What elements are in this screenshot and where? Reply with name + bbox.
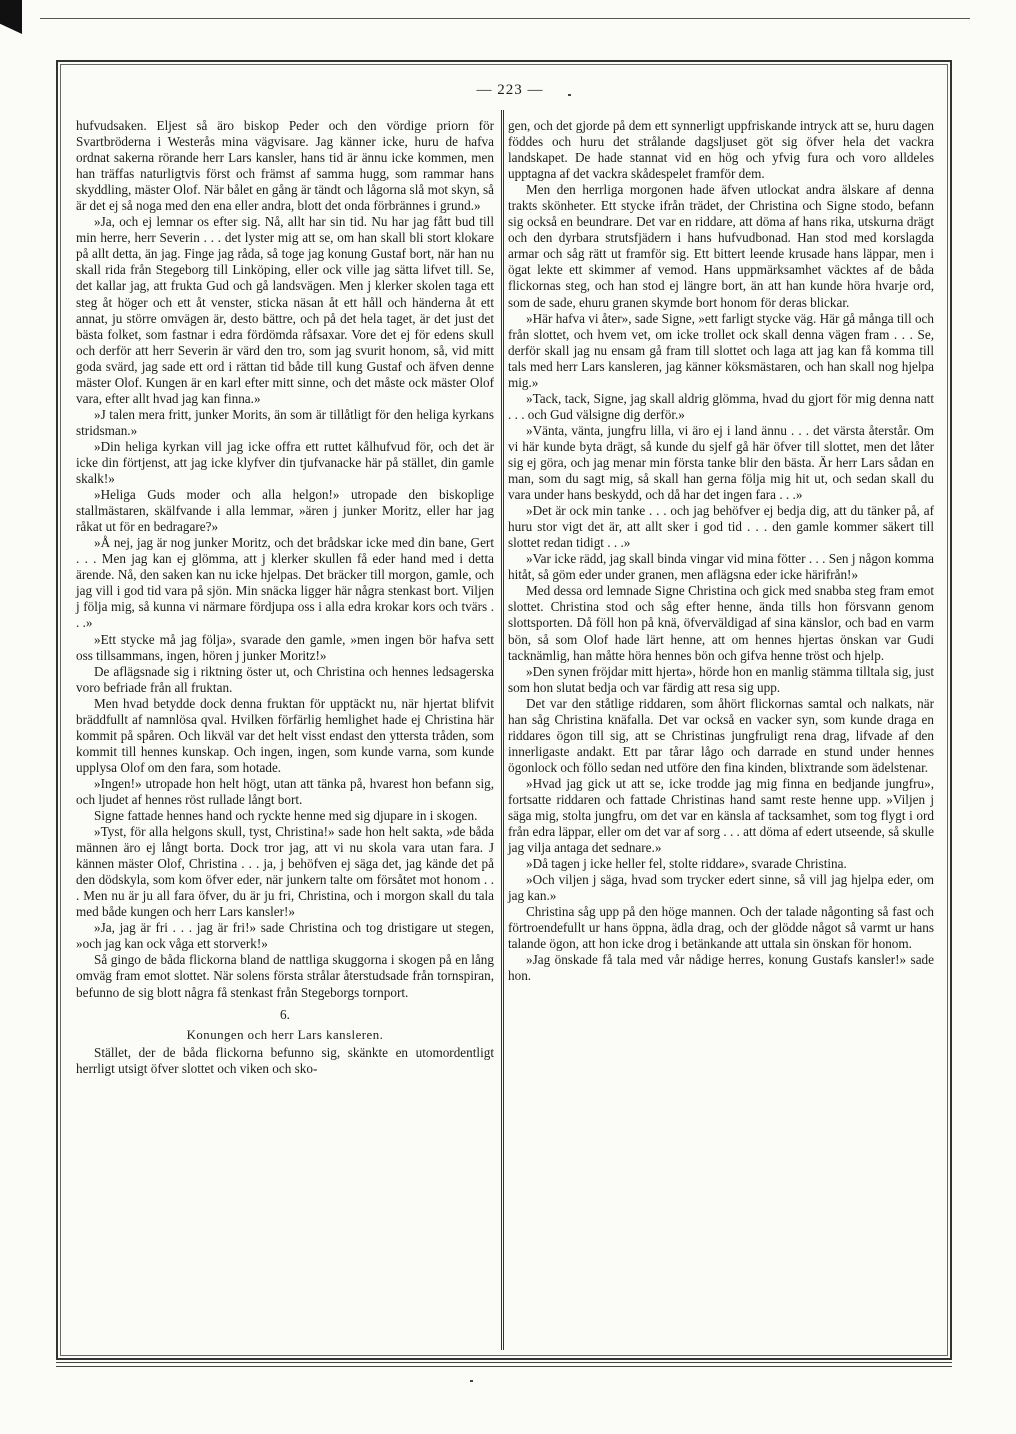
chapter-number: 6. — [280, 1006, 290, 1022]
paragraph: »Heliga Guds moder och alla helgon!» utropade den biskoplige stallmästaren, skälfvande i alla lemmar, »ären j junker Moritz, eller har jag råkat ut för en bedragare?» — [76, 487, 494, 535]
paragraph: »Jag önskade få tala med vår nådige herres, konung Gustafs kansler!» sade hon. — [508, 952, 934, 984]
paragraph: »Ja, jag är fri . . . jag är fri!» sade Christina och tog dristigare ut stegen, »och jag kan ock våga ett storverk!» — [76, 920, 494, 952]
paragraph: »Ingen!» utropade hon helt högt, utan att tänka på, hvarest hon befann sig, och ljudet af hennes röst rullade långt bort. — [76, 775, 494, 807]
paragraph: Så gingo de båda flickorna bland de nattliga skuggorna i skogen på en lång omväg fram emot slottet. När solens första strålar återstudsade från tornspiran, befunno de sig blott några få stenkast från Stegeborgs tornport. — [76, 952, 494, 1000]
paragraph: hufvudsaken. Eljest så äro biskop Peder och den vördige priorn för Svartbröderna i Westerås mina vägvisare. Jag känner icke, huru de hafva ordnat sakerna rörande herr Lars kansler, hans tid är ännu icke kommen, men han träffas naturligtvis först och främst af samma hugg, som rammar hans skyddling, mäster Olof. När bålet en gång är tändt och lågorna slå mot skyn, så är det ej så noga med den ena eller andra, blott det onda förbrännes i grund.» — [76, 118, 494, 214]
print-speck — [568, 94, 571, 96]
right-column — [508, 118, 934, 985]
scan-corner-mark — [0, 0, 22, 34]
paragraph: »Tyst, för alla helgons skull, tyst, Christina!» sade hon helt sakta, »de båda männen äro ej långt borta. Dock tror jag, att vi nu skola vara utan fara. J kännen mäster Olof, Christina . . . ja, j behöfven ej säga det, jag kände det på den dödskyla, som kom öfver eder, när junkern talte om försåtet mot honom . . . Men nu är ju all fara öfver, du är ju fri, Christina, och i morgon skall du tala med både kungen och herr Lars kansler!» — [76, 824, 494, 920]
paragraph: »Din heliga kyrkan vill jag icke offra ett ruttet kålhufvud för, och det är icke din förtjenst, att jag icke klyfver din tjufvanacke här på stället, din gamle skalk!» — [76, 438, 494, 487]
column-divider — [501, 110, 504, 1350]
paragraph: »Och viljen j säga, hvad som trycker edert sinne, så vill jag hjelpa eder, om jag kan.» — [508, 872, 934, 904]
paragraph: Men den herrliga morgonen hade äfven utlockat andra älskare af denna trakts skönheter. Ett stycke ifrån trädet, der Christina och Signe stodo, befann sig också en beundrare. Det var en riddare, att döma af hans rika, utskurna drägt och den dyrbara strutsfjädern i hans hufvudbonad. Han stod med korslagda armar och såg rätt ut framför sig. Ett bittert leende krusade hans läppar, men i ögat lekte ett skimmer af vemod. Hans uppmärksamhet väcktes af de båda flickornas steg, och han stod ej längre bort, än att han kunde höra hvarje ord, som de sade, ehuru granen skymde bort honom för deras blickar. — [508, 182, 934, 310]
paragraph: »Den synen fröjdar mitt hjerta», hörde hon en manlig stämma tilltala sig, just som hon slutat bedja och var färdig att resa sig upp. — [508, 663, 934, 695]
paragraph: »Då tagen j icke heller fel, stolte riddare», svarade Christina. — [526, 856, 847, 872]
paragraph: Stället, der de båda flickorna befunno sig, skänkte en utomordentligt herrligt utsigt öfver slottet och viken och sko- — [76, 1044, 494, 1076]
paragraph: »Hvad jag gick ut att se, icke trodde jag mig finna en bedjande jungfru», fortsatte riddaren och fattade Christinas hand samt reste henne upp. »Viljen j säga mig, stolta jungfru, om det var en känsla af tacksamhet, som tog flygt i ord från edra läppar, eller om det var af sorg . . . att döma af edert utseende, så skulle jag vilja antaga det sednare.» — [508, 775, 934, 856]
paragraph: »Å nej, jag är nog junker Moritz, och det brådskar icke med din bane, Gert . . . Men jag kan ej glömma, att j klerker skullen få eder hand med i detta ärende. Nå, den saken kan nu icke hjelpas. Det bräcker till morgon, gamle, och jag vill i god tid vara på sjön. Min snäcka ligger här några stenkast bort. Viljen j följa mig, så kunna vi närmare fördjupa oss i alla edra krokar kors och tvärs . . .» — [76, 535, 494, 631]
paragraph: Christina såg upp på den höge mannen. Och der talade någonting så fast och förtroendefullt ur hans öppna, ädla drag, och der glödde något så varmt ur hans talande ögon, att hon icke drog i betänkande att uttala sin önskan för honom. — [508, 904, 934, 952]
paragraph: »Det är ock min tanke . . . och jag behöfver ej bedja dig, att du tänker på, af huru stor vigt det är, att allt sker i god tid . . . den gamle kommer säkert till slottet redan tidigt . . .» — [508, 503, 934, 551]
paragraph: »Ett stycke må jag följa», svarade den gamle, »men ingen bör hafva sett oss tillsammans, ingen, hören j junker Moritz!» — [76, 631, 494, 663]
paragraph: »J talen mera fritt, junker Morits, än som är tillåtligt för den heliga kyrkans stridsman.» — [76, 406, 494, 438]
bottom-rule-2 — [56, 1366, 952, 1367]
paragraph: Med dessa ord lemnade Signe Christina och gick med snabba steg fram emot slottet. Christina stod och såg efter henne, ända tills hon försvann genom slottsporten. Då föll hon på knä, öfverväldigad af sina känslor, och bad en varm bön, så som Olof hade lärt henne, att om hennes hjertas önskan var Gudi tacknämlig, han måtte höra hennes bön och gifva henne tröst och hjelp. — [508, 583, 934, 663]
print-speck — [470, 1380, 473, 1382]
bottom-rule — [56, 1362, 952, 1363]
page-number: — 223 — — [476, 82, 544, 98]
paragraph: »Ja, och ej lemnar os efter sig. Nå, allt har sin tid. Nu har jag fått bud till min herre, herr Severin . . . det lyster mig att se, om han skall bli stort klokare på allt detta, än jag. Finge jag råda, så toge jag konung Gustaf bort, när han nu skall rida från Stegeborg till Linköping, eller ock ville jag sätta lifvet till. Se, det kallar jag, att frukta Gud och gå landsvägen. Men j klerker skolen taga ett steg åt höger och ett åt venster, sticka näsan åt ett håll och händerna åt ett annat, ju större omvägen är, desto bättre, och på det hela taget, är det just det bästa folket, som fastnar i edra fördömda råfsaxar. Vore det ej för edens skull och derför att herr Severin är värd den tro, som jag svurit honom, så, vid mitt goda svärd, jag sade ett ord i rättan tid både till kung Gustaf och äfven denne mäster Olof. Kungen är en karl efter mitt sinne, och det måste ock mäster Olof vara, efter allt hvad jag kan finna.» — [76, 214, 494, 406]
paragraph: Det var den ståtlige riddaren, som åhört flickornas samtal och nalkats, när han såg Christina knäfalla. Det var också en vacker syn, som kunde draga en riddares ögon till sig, att se Christinas jungfruligt rena drag, lifvade af den innerligaste andakt. Ett par tårar lågo och darrade en stund under hennes ögonlock och föllo sedan ned utföre den fina kinden, blixtrande som ädelstenar. — [508, 695, 934, 775]
top-rule — [40, 18, 970, 19]
paragraph: »Vänta, vänta, jungfru lilla, vi äro ej i land ännu . . . det värsta återstår. Om vi här kunde byta drägt, så kunde du sjelf gå här öfver till slottet, men det låter sig ej göra, och jag menar min första tanke blir den bästa. Är herr Lars sådan en man, som du sagt mig, så skall han gerna följa mig hit ut, och sedan skall du vara under hans beskydd, och då har det ingen fara . . .» — [508, 422, 934, 503]
paragraph: De aflägsnade sig i riktning öster ut, och Christina och hennes ledsagerska voro befriade från all fruktan. — [76, 663, 494, 695]
paragraph: gen, och det gjorde på dem ett synnerligt uppfriskande intryck att se, huru dagen föddes och huru det strålande dagsljuset göt sig öfver hela det vackra landskapet. De hade stannat vid en hög och yfvig fura och voro alldeles upptagna af det vackra skådespelet framför dem. — [508, 118, 934, 182]
paragraph: Signe fattade hennes hand och ryckte henne med sig djupare in i skogen. — [94, 808, 478, 824]
chapter-title: Konungen och herr Lars kansleren. — [186, 1027, 384, 1042]
paragraph: Men hvad betydde dock denna fruktan för upptäckt nu, när hjertat blifvit bräddfullt af namnlösa qval. Hvilken förfärlig hemlighet hade ej Christina här kommit på spåren. Och likväl var det helt visst endast den yttersta tråden, som kommit till hennes kunskap. Och ingen, ingen, som kunde varna, som kunde upplysa Olof om den fara, som hotade. — [76, 695, 494, 775]
paragraph: »Här hafva vi åter», sade Signe, »ett farligt stycke väg. Här gå många till och från slottet, och hvem vet, om icke trollet ock skall denna vägen fram . . . Se, derför skall jag nu ensam gå fram till slottet och laga att jag kan få komma till tals med herr Lars kansleren, jag känner köksmästaren, och han skall nog hjelpa mig.» — [508, 310, 934, 390]
paragraph: »Var icke rädd, jag skall binda vingar vid mina fötter . . . Sen j någon komma hitåt, så göm eder under granen, men aflägsna eder icke härifrån!» — [508, 551, 934, 583]
paragraph: »Tack, tack, Signe, jag skall aldrig glömma, hvad du gjort för mig denna natt . . . och Gud välsigne dig derför.» — [508, 390, 934, 422]
left-column — [76, 118, 494, 1077]
